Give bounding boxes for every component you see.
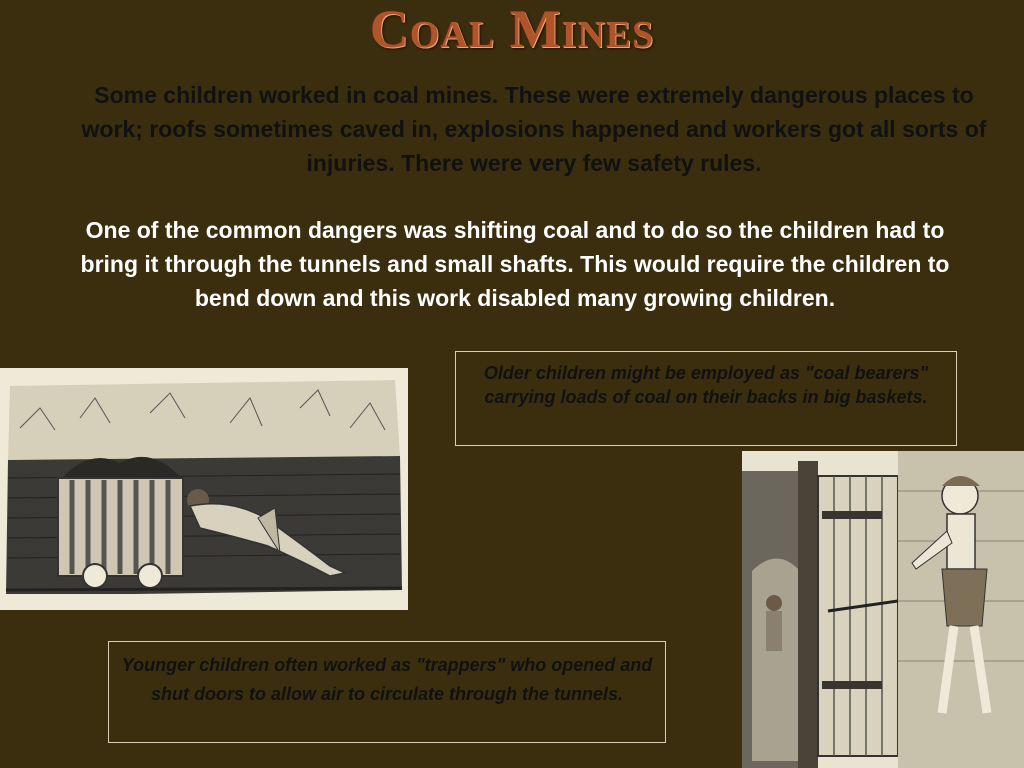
- trapper-child-opening-door-illustration: [742, 451, 1024, 768]
- trappers-caption: Younger children often worked as "trappers" who opened and shut doors to allow air to circulate through the tunnels.: [108, 641, 666, 743]
- intro-paragraph: Some children worked in coal mines. These were extremely dangerous places to work; roofs sometimes caved in, explosions happened and workers got all sorts of injuries. There were very few safety rules.: [81, 82, 987, 176]
- dangers-paragraph: One of the common dangers was shifting coal and to do so the children had to bring it through the tunnels and small shafts. This would require the children to bend down and this work disabled many growing children.: [80, 217, 950, 311]
- slide-title: Coal Mines: [369, 0, 655, 59]
- child-pushing-coal-cart-illustration: [0, 368, 408, 610]
- coal-bearers-caption: Older children might be employed as "coal bearers" carrying loads of coal on their backs in big baskets.: [455, 351, 957, 446]
